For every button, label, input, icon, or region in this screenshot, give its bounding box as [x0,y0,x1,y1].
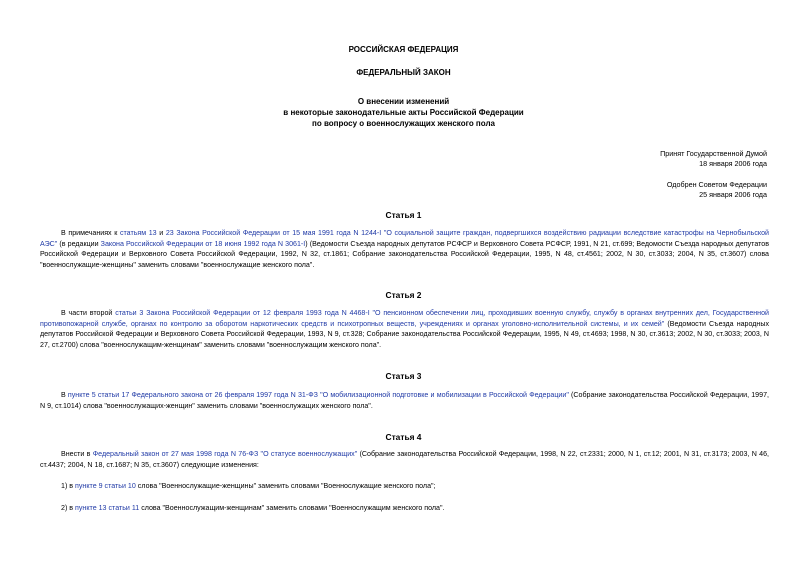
text-run: 2) в [61,504,76,512]
approval-council-date: 25 января 2006 года [699,190,767,199]
article-4-item-1 [40,481,769,492]
law-link[interactable]: статьи 11 [108,504,140,512]
text-run: (Ведомости Съезда народных депутатов Российской Федерации и Верховного Совета Российской Федерации, 1993, N 9, ст.328; Собрание законодательства Российской Федерации, 1995, N 49, ст.4693; 1998, N 30, ст.3613; 2002, N 30, ст.3033; 2003, N 27, ст.2700) слова "военнослужащим-женщинам" заменить словами "военнослужащим женского пола". [40,319,769,349]
approval-council-label: Одобрен Советом Федерации [666,180,767,189]
article-1-text [40,228,769,270]
law-link[interactable]: статьи 10 [104,482,136,490]
article-2-heading: Статья 2 [385,290,422,300]
article-3-text [40,390,769,411]
law-title-line-3: по вопросу о военнослужащих женского пола [312,119,495,128]
law-link[interactable]: пункте 13 [75,504,107,512]
law-title-line-1: О внесении изменений [357,97,450,106]
law-link[interactable]: Федеральный закон от 27 мая 1998 года N 76-ФЗ "О статусе военнослужащих" [92,450,358,458]
text-run: В [61,391,68,399]
text-run: В примечаниях к [61,229,120,237]
law-link[interactable]: статьям 13 [119,229,157,237]
text-run: (Собрание законодательства Российской Федерации, 1998, N 22, ст.2331; 2000, N 1, ст.12; 2001, N 31, ст.3173; 2003, N 46, ст.4437; 2004, N 18, ст.1687; N 35, ст.3607) следующие изменения: [40,450,769,469]
text-run: 1) в [61,482,76,490]
text-run: и [156,229,166,237]
adoption-duma-label: Принят Государственной Думой [660,149,767,158]
law-link[interactable]: пункте 9 [75,482,103,490]
article-2-text [40,308,769,350]
text-run: (в редакции [57,239,101,248]
text-run: ) (Ведомости Съезда народных депутатов РСФСР и Верховного Совета РСФСР, 1991, N 21, ст.699; Ведомости Съезда народных депутатов Российской Федерации и Верховного Совета Российской Федерации, 1992, N 32, ст.1861; Собрание законодательства Российской Федерации, 1995, N 48, ст.4561; 2002, N 30, ст.3033; 2004, N 35, ст.3607) слова "военнослужащие-женщины" заменить словами "военнослужащие женского пола". [40,239,769,269]
law-title-line-2: в некоторые законодательные акты Российской Федерации [283,108,524,117]
law-link[interactable]: Закона Российской Федерации от 18 июня 1992 года N 3061-I [100,239,306,248]
article-3-heading: Статья 3 [385,371,422,381]
article-1-heading: Статья 1 [385,210,422,220]
text-run: В части второй [61,309,116,317]
text-run: Внести в [61,450,93,458]
law-link[interactable]: 23 Закона Российской Федерации от 15 мая 1991 года N 1244-I "О социальной защите граждан, подвергшихся воздействию радиации вследствие катастрофы на Чернобыльской АЭС" [40,229,769,248]
text-run: (Собрание законодательства Российской Федерации, 1997, N 9, ст.1014) слова "военнослужащих-женщин" заменить словами "военнослужащих женского пола". [40,391,769,410]
law-type-heading: ФЕДЕРАЛЬНЫЙ ЗАКОН [356,68,451,77]
law-link[interactable]: статьи 3 Закона Российской Федерации от 12 февраля 1993 года N 4468-I "О пенсионном обеспечении лиц, проходивших военную службу, службу в органах внутренних дел, Государственной противопожарной службе, органах по контролю за оборотом наркотических средств и психотропных веществ, учреждениях и органах уголовно-исполнительной системы, и их семей" [40,309,770,328]
text-run: слова "Военнослужащим-женщинам" заменить словами "Военнослужащим женского пола". [139,504,445,512]
text-run: слова "Военнослужащие-женщины" заменить словами "Военнослужащие женского пола"; [135,482,436,490]
adoption-duma-date: 18 января 2006 года [699,159,767,168]
article-4-item-2 [40,503,769,514]
country-heading: РОССИЙСКАЯ ФЕДЕРАЦИЯ [348,45,459,54]
law-link[interactable]: пункте 5 статьи 17 Федерального закона от 26 февраля 1997 года N 31-ФЗ "О мобилизационной подготовке и мобилизации в Российской Федерации" [67,391,569,399]
article-4-heading: Статья 4 [385,432,422,442]
article-4-text [40,449,769,470]
